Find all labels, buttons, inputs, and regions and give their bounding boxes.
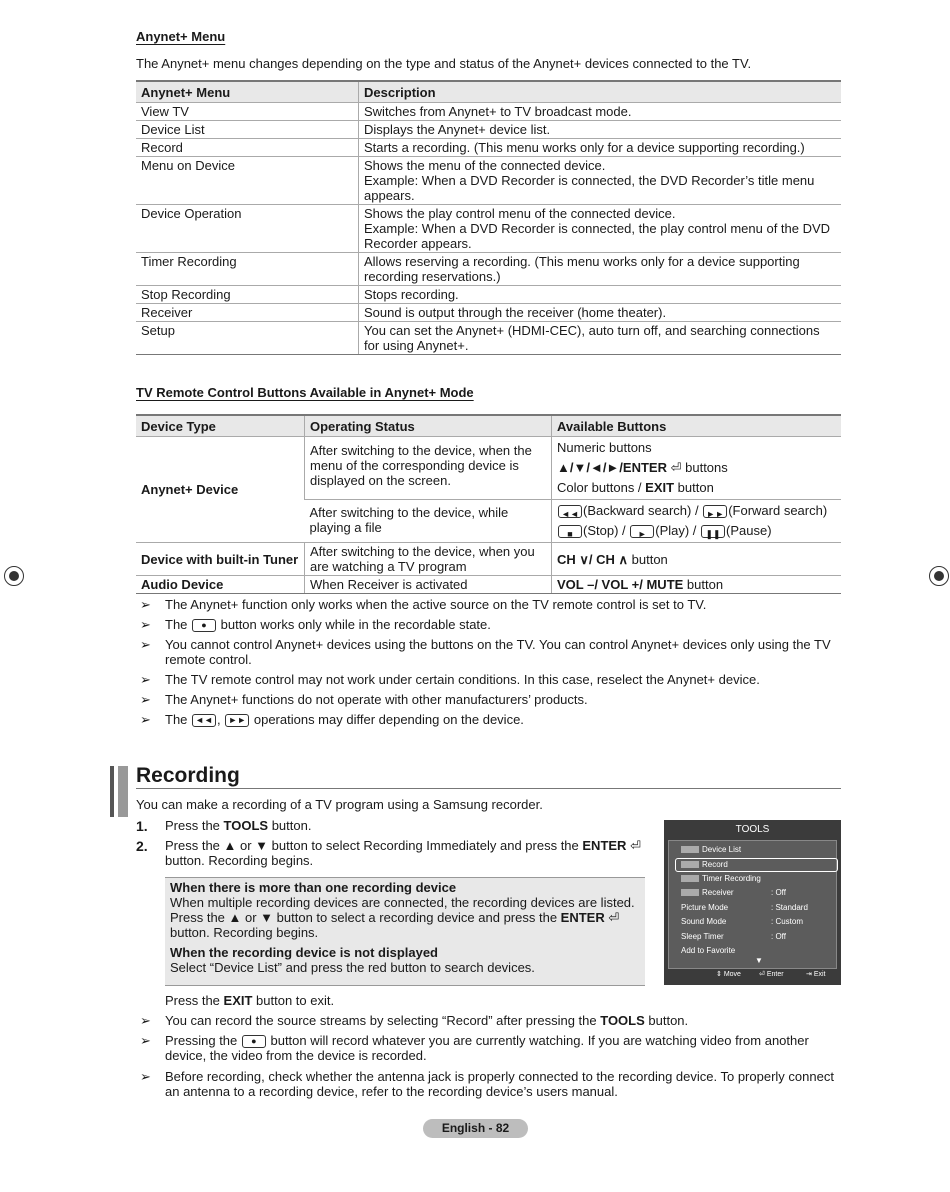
registration-mark-icon [929,566,949,586]
note-text: The TV remote control may not work under certain conditions. In this case, reselect the Anynet+ device. [165,672,760,687]
recording-title: Recording [136,764,240,787]
button-label: button [674,480,714,495]
status-cell: When Receiver is activated [305,576,552,594]
note-post: button will record whatever you are currently watching. If you are watching video from another device, the video from the device is recorded. [165,1033,809,1064]
exit-instruction [165,993,334,1008]
desc-cell: You can set the Anynet+ (HDMI-CEC), auto turn off, and searching connections for using Anynet+. [359,322,842,355]
arrow-icon: ➢ [140,1013,151,1028]
desc-cell: Shows the play control menu of the connected device. Example: When a DVD Recorder is connected, the play control menu of the DVD Recorder appears. [359,205,842,253]
playback-buttons [557,521,836,541]
tools-menu [664,820,841,985]
table-header [136,81,841,103]
device-type-cell: Anynet+ Device [136,437,305,543]
step-post: button. Recording begins. [165,853,314,868]
tools-item-label: Sleep Timer [681,932,724,941]
button-label: button [683,577,724,592]
table-row [136,157,841,205]
table-row [136,139,841,157]
play-icon: ► [630,525,654,538]
info-pre: When multiple recording devices are connected, the recording devices are listed. Press the ▲ or ▼ button to select a recording device and press the [170,895,635,925]
desc-cell: Allows reserving a recording. (This menu works only for a device supporting recording reservations.) [359,253,842,286]
pause-icon: ❚❚ [701,525,725,538]
buttons-cell [552,576,842,594]
table-row [136,286,841,304]
table-row [136,437,841,500]
note-post: operations may differ depending on the device. [250,712,524,727]
buttons-suffix: buttons [681,460,728,475]
step-bold: TOOLS [223,818,269,833]
color-buttons [557,478,836,498]
tools-title: TOOLS [735,824,770,835]
registration-mark-icon [4,566,24,586]
enter-icon: ⏎ [670,460,682,475]
menu-cell: Setup [136,322,359,355]
anynet-logo-icon [681,846,699,853]
arrow-icon: ➢ [140,637,151,652]
table-row [136,103,841,121]
divider [136,788,841,789]
buttons-cell [552,500,842,543]
forward-label: (Forward search) [728,503,828,518]
note-sep: , [217,712,225,727]
exit-label: EXIT [645,480,675,495]
exit-hint: ⇥ Exit [806,971,826,978]
ch-buttons-label: CH ∨/ CH ∧ [557,551,629,567]
table-row [136,322,841,355]
tools-item-value: : Custom [771,917,804,926]
col-header: Operating Status [305,415,552,437]
tools-item-value: : Off [771,932,786,941]
arrow-buttons [557,458,836,478]
tools-item [681,887,831,899]
col-header: Device Type [136,415,305,437]
desc-cell: Starts a recording. (This menu works only for a device supporting recording.) [359,139,842,157]
menu-cell: Receiver [136,304,359,322]
tools-item [681,916,831,928]
anynet-menu-title: Anynet+ Menu [136,29,226,44]
device-type-cell: Audio Device [136,576,305,594]
remote-buttons-table [136,414,841,594]
desc-cell: Switches from Anynet+ to TV broadcast mode. [359,103,842,121]
exit-bold: EXIT [223,993,253,1008]
tools-item-label: Device List [702,845,742,854]
play-label: (Play) / [655,523,701,538]
table-header [136,415,841,437]
info-text: Select “Device List” and press the red button to search devices. [170,960,535,975]
arrow-icon: ➢ [140,1033,151,1048]
arrow-icon: ➢ [140,1069,151,1084]
note-text [165,1013,840,1028]
step-pre: Press the ▲ or ▼ button to select Recording Immediately and press the [165,838,583,853]
pause-label: (Pause) [726,523,772,538]
info-heading: When there is more than one recording device [170,880,457,895]
note-text: Before recording, check whether the antenna jack is properly connected to the recording device. To properly connect an antenna to a recording device, refer to the recording device’s users manual. [165,1069,834,1099]
stop-label: (Stop) / [583,523,630,538]
note-post: button works only while in the recordable state. [217,617,491,632]
note-item [140,1033,840,1063]
menu-cell: View TV [136,103,359,121]
enter-icon: ⏎ [608,910,620,925]
arrow-icon: ➢ [140,617,151,632]
vol-buttons-label: VOL –/ VOL +/ MUTE [557,577,684,592]
button-label: button [628,551,668,567]
note-text: The Anynet+ function only works when the active source on the TV remote control is set to TV. [165,597,707,612]
anynet-menu-intro: The Anynet+ menu changes depending on the type and status of the Anynet+ devices connected to the TV. [136,56,752,71]
tools-item-label: Receiver [702,888,734,897]
table-row [136,121,841,139]
arrow-icon: ➢ [140,712,151,727]
step-bold: ENTER [582,838,627,853]
tools-item [681,844,831,856]
col-header: Available Buttons [552,415,842,437]
exit-pre: Press the [165,993,224,1008]
table-row [136,205,841,253]
desc-cell: Displays the Anynet+ device list. [359,121,842,139]
menu-cell: Stop Recording [136,286,359,304]
arrow-icon: ➢ [140,597,151,612]
info-text [170,895,640,940]
move-hint: ⇕ Move [716,971,741,978]
step-text [165,838,645,868]
tools-item-label: Timer Recording [702,874,761,883]
remote-buttons-title: TV Remote Control Buttons Available in Anynet+ Mode [136,385,474,400]
exit-post: button to exit. [252,993,335,1008]
desc-cell: Shows the menu of the connected device. Example: When a DVD Recorder is connected, the DVD Recorder’s title menu appears. [359,157,842,205]
anynet-menu-table [136,80,841,355]
tools-item-label: Sound Mode [681,917,727,926]
color-label: Color buttons / [557,480,646,495]
menu-cell: Device Operation [136,205,359,253]
col-header: Anynet+ Menu [136,81,359,103]
recording-intro: You can make a recording of a TV program using a Samsung recorder. [136,797,543,812]
table-row [136,543,841,576]
arrow-icon: ➢ [140,692,151,707]
note-item [140,1013,840,1028]
device-type-cell: Device with built-in Tuner [136,543,305,576]
menu-cell: Timer Recording [136,253,359,286]
enter-icon: ⏎ [630,838,641,853]
note-item [140,617,840,632]
backward-label: (Backward search) / [583,503,703,518]
step-number: 2. [136,838,148,854]
menu-cell: Record [136,139,359,157]
buttons-cell [552,437,842,500]
note-item [140,1069,840,1099]
menu-cell: Menu on Device [136,157,359,205]
col-header: Description [359,81,842,103]
tools-item-label: Picture Mode [681,903,729,912]
rewind-icon: ◄◄ [558,505,582,518]
info-bold: ENTER [560,910,605,925]
arrow-icon: ➢ [140,672,151,687]
tools-item-selected [675,858,838,872]
tools-item-label: Record [702,860,728,869]
step-text [165,818,311,833]
table-row [136,253,841,286]
anynet-logo-icon [681,889,699,896]
note-pre: The [165,712,192,727]
info-box [165,877,645,986]
numeric-buttons: Numeric buttons [557,440,652,455]
tools-item-value: : Off [771,888,786,897]
status-cell: After switching to the device, when the menu of the corresponding device is displayed on the screen. [305,437,552,500]
note-item [140,637,840,667]
page-number: English - 82 [423,1119,528,1138]
anynet-logo-icon [681,875,699,882]
table-row [136,576,841,594]
tools-item-label: Add to Favorite [681,946,736,955]
info-post: button. Recording begins. [170,925,319,940]
arrow-enter-label: ▲/▼/◄/►/ENTER [557,460,667,475]
tools-item-value: : Standard [771,903,808,912]
status-cell: After switching to the device, while playing a file [305,500,552,543]
section-bar [118,766,128,817]
note-item [140,672,840,687]
step-number: 1. [136,818,148,834]
fast-forward-icon: ►► [225,714,249,727]
tools-item [681,931,831,943]
anynet-logo-icon [681,861,699,868]
note-pre: Pressing the [165,1033,241,1048]
section-bar [110,766,114,817]
note-pre: You can record the source streams by selecting “Record” after pressing the [165,1013,601,1028]
desc-cell: Sound is output through the receiver (home theater). [359,304,842,322]
note-item [140,712,840,727]
table-row [136,304,841,322]
tools-item [681,873,831,885]
note-text: You cannot control Anynet+ devices using the buttons on the TV. You can control Anynet+ devices only using the TV remote control. [165,637,831,667]
note-item [140,692,840,707]
enter-hint: ⏎ Enter [759,971,784,978]
note-pre: The [165,617,192,632]
rewind-icon: ◄◄ [192,714,216,727]
desc-cell: Stops recording. [359,286,842,304]
step-pre: Press the [165,818,224,833]
record-icon: ● [192,619,216,632]
menu-cell: Device List [136,121,359,139]
note-text [165,1033,840,1063]
status-cell: After switching to the device, when you are watching a TV program [305,543,552,576]
info-heading: When the recording device is not displayed [170,945,438,960]
search-buttons [557,501,836,521]
stop-icon: ■ [558,525,582,538]
note-post: button. [644,1013,689,1028]
buttons-cell [552,543,842,576]
note-item [140,597,840,612]
note-text [165,712,840,727]
scroll-down-icon: ▼ [755,956,763,965]
step-post: button. [268,818,312,833]
note-text [165,617,840,632]
tools-list [668,840,837,969]
fast-forward-icon: ►► [703,505,727,518]
note-text: The Anynet+ functions do not operate with other manufacturers’ products. [165,692,588,707]
note-bold: TOOLS [600,1013,645,1028]
record-icon: ● [242,1035,266,1048]
tools-item [681,902,831,914]
